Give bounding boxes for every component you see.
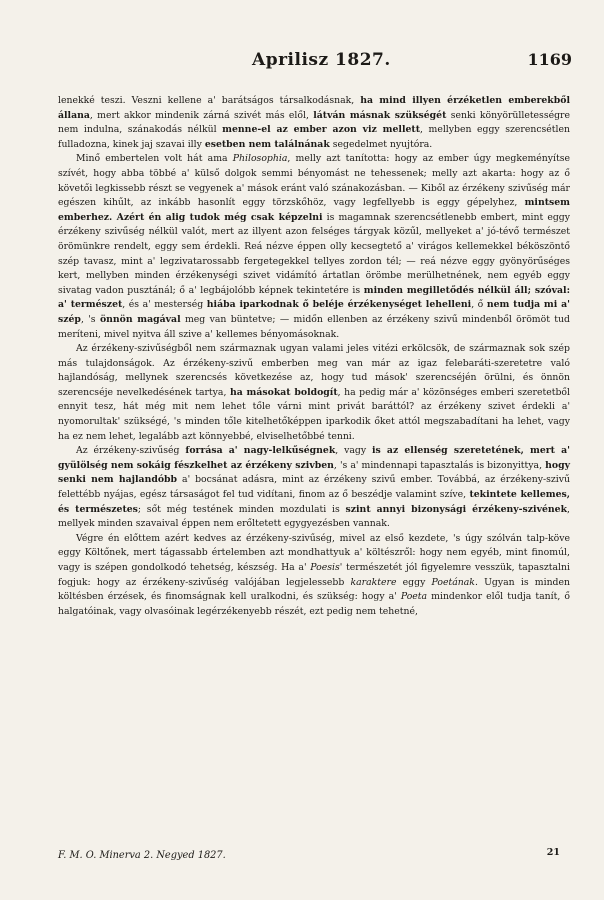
text-run: , ha pedig már a' közönséges emberi szeretetből ennyit tesz, hát még mit nem lehet tőle várni mint privát baráttól? az érzékeny szivet érdekli a' nyomorultak' szükségé, 's minden tőle kitelhetőképpen iparkodik őket attól megszabadítani ha lehet, vagy ha ez nem lehet, legalább azt könnyebbé, elviselhetőbbé tenni. xyxy=(58,386,570,442)
text-run: , mert akkor mindenik zárná szivét más elől, xyxy=(89,109,314,121)
text-run: önnön magával xyxy=(99,313,181,325)
text-run: szint annyi bizonysági érzékeny-szivének xyxy=(345,503,568,515)
text-run: Az érzékeny-szivűségből nem származnak ugyan valami jeles vitézi erkölcsök, de származnak sok szép más tulajdonságok. Az érzékeny-szivű emberben meg van már az igaz felebaráti-szeretetre való hajlandóság, mellynek szerencsés következése az, hogy tud mások' szerencséjén örülni, és önnön szerencséje nevelkedésének tartya, xyxy=(58,343,570,398)
paragraph xyxy=(58,342,570,444)
text-run: Poetának xyxy=(431,576,475,588)
paragraph xyxy=(58,532,570,620)
text-run: segedelmet nyujtóra. xyxy=(329,138,433,150)
text-run: , ő xyxy=(471,299,487,311)
text-run: ha mind illyen érzéketlen emberekből állana xyxy=(58,95,570,121)
sheet-number: 21 xyxy=(546,847,560,858)
text-run: ha másokat boldogít xyxy=(229,386,338,398)
text-run: , 's xyxy=(80,313,100,325)
footer xyxy=(58,847,570,866)
text-run: senki könyörülletességre nem indulna, szánakodás nélkül xyxy=(58,109,571,136)
text-run: menne-el az ember azon viz mellett xyxy=(222,124,420,136)
header-title: Aprilisz 1827. xyxy=(252,50,391,70)
text-run: Poeta xyxy=(400,591,428,603)
text-run: , mellyben eggy szerencsétlen fulladozna, kinek jaj szavai illy xyxy=(58,124,571,150)
text-run: hogy senki nem hajlandóbb xyxy=(58,459,570,486)
text-run: Minő embertelen volt hát ama xyxy=(76,153,233,165)
text-run: is az ellenség szeretetének, mert a' gyülölség nem sokáig fészkelhet az érzékeny szivben xyxy=(58,445,570,471)
text-run: Poesis xyxy=(310,562,340,573)
text-run: a' bocsánat adásra, mint az érzékeny szivű ember. Továbbá, az érzékeny-szivű felettébb nyájas, egész társaságot fel tud vidítani, finom az ő beszédje valamint szíve, xyxy=(58,474,571,501)
page-number: 1169 xyxy=(527,50,572,69)
text-run: látván másnak szükségét xyxy=(313,109,447,121)
running-head xyxy=(52,44,572,74)
text-run: nem tudja mi a' szép xyxy=(58,299,570,325)
text-run: , és a' mesterség xyxy=(122,299,207,311)
text-run: minden megilletődés nélkül áll; szóval: a' természet xyxy=(58,284,570,311)
text-run: ; sőt még testének minden mozdulati is xyxy=(137,503,346,515)
text-run: lenekké teszi. Veszni kellene a' barátságos társalkodásnak, xyxy=(58,95,361,106)
text-run: , 's a' mindennapi tapasztalás is bizonyittya, xyxy=(333,459,546,471)
text-run: mintsem emberhez. Azért én alig tudok még csak képzelni xyxy=(58,197,570,223)
paragraph xyxy=(58,152,570,342)
text-run: forrása a' nagy-lelkűségnek xyxy=(185,445,336,457)
paragraph xyxy=(58,444,570,532)
text-run: , melly azt tanította: hogy az ember úgy megkeményítse szívét, hogy abba többé a' külső dolgok semmi bényomást ne tehessenek; melly azt akarta: hogy az ő követői legkissebb részt se vegyenek a' mások eránt való szánakozásban. — Kiből az érzékeny szivűség már egészen kihűlt, az inkább hasonlít eggy törzskőhöz, vagy legfellyebb is eggy gépelyhez, xyxy=(58,153,570,209)
text-run: , mellyek minden szavaival éppen nem erőltetett egygyezésben vannak. xyxy=(58,503,570,530)
body-text xyxy=(58,94,570,619)
text-run: mindenkor elől tudja tanít, ő halgatóinak, vagy olvasóinak legérzékenyebb részét, ezt pedig nem tehetné, xyxy=(58,591,570,617)
footer-signature: F. M. O. Minerva 2. Negyed 1827. xyxy=(58,850,226,861)
text-run: meg van büntetve; — midőn ellenben az érzékeny szivű mindenből örömöt tud meríteni, mivel nyitva áll szive a' kellemes bényomásoknak. xyxy=(58,313,570,340)
text-run: Az érzékeny-szivűség xyxy=(76,445,186,457)
text-run: , vagy xyxy=(335,445,372,457)
text-run: is magamnak szerencsétlenebb embert, mint eggy érzékeny szivűség nélkül valót, mert az illyent azon felséges tárgyak közűl, mellyeket a' jó-tévő természet örömünkre rendelt, eggy sem érdekli. Reá nézve éppen olly kecsegtető a' virágos kellemekkel béköszöntő szép tavasz, mint a' legzivatarossabb fergetegekkel tellyes zordon tél; — reá nézve eggy gyönyörűséges kert, mellyben minden érzékenységi szivet vidámító ártatlan örömbe merülhetnének, nem egyéb eggy sivatag vadon pusztánál; ő a' legbájolóbb képnek tekintetére is xyxy=(58,211,570,296)
text-run: esetben nem találnának xyxy=(204,138,330,150)
page xyxy=(52,44,572,884)
paragraph xyxy=(58,94,570,152)
text-run: ' természetét jól figyelemre vesszük, tapasztalni fogjuk: hogy az érzékeny-szivűség valójában legjelessebb xyxy=(58,562,570,588)
text-run: eggy xyxy=(396,576,432,588)
text-run: karaktere xyxy=(350,576,397,588)
text-run: Végre én előttem azért kedves az érzékeny-szivűség, mivel az első kezdete, 's úgy szólván talp-köve eggy Költőnek, mert tágassabb értelemben azt mondhattyuk a' költészről: hogy nem egyéb, mint finomúl, vagy is szépen gondolkodó tehetség, készség. Ha a' xyxy=(58,532,570,573)
text-run: tekintete kellemes, és természetes xyxy=(58,489,570,515)
text-run: Philosophia xyxy=(232,153,288,165)
text-run: . Ugyan is minden költésben érzések, és finomságnak kell uralkodni, és szükség: hogy a' xyxy=(58,576,570,603)
text-run: hiába iparkodnak ő beléje érzékenységet lehelleni xyxy=(206,299,472,311)
